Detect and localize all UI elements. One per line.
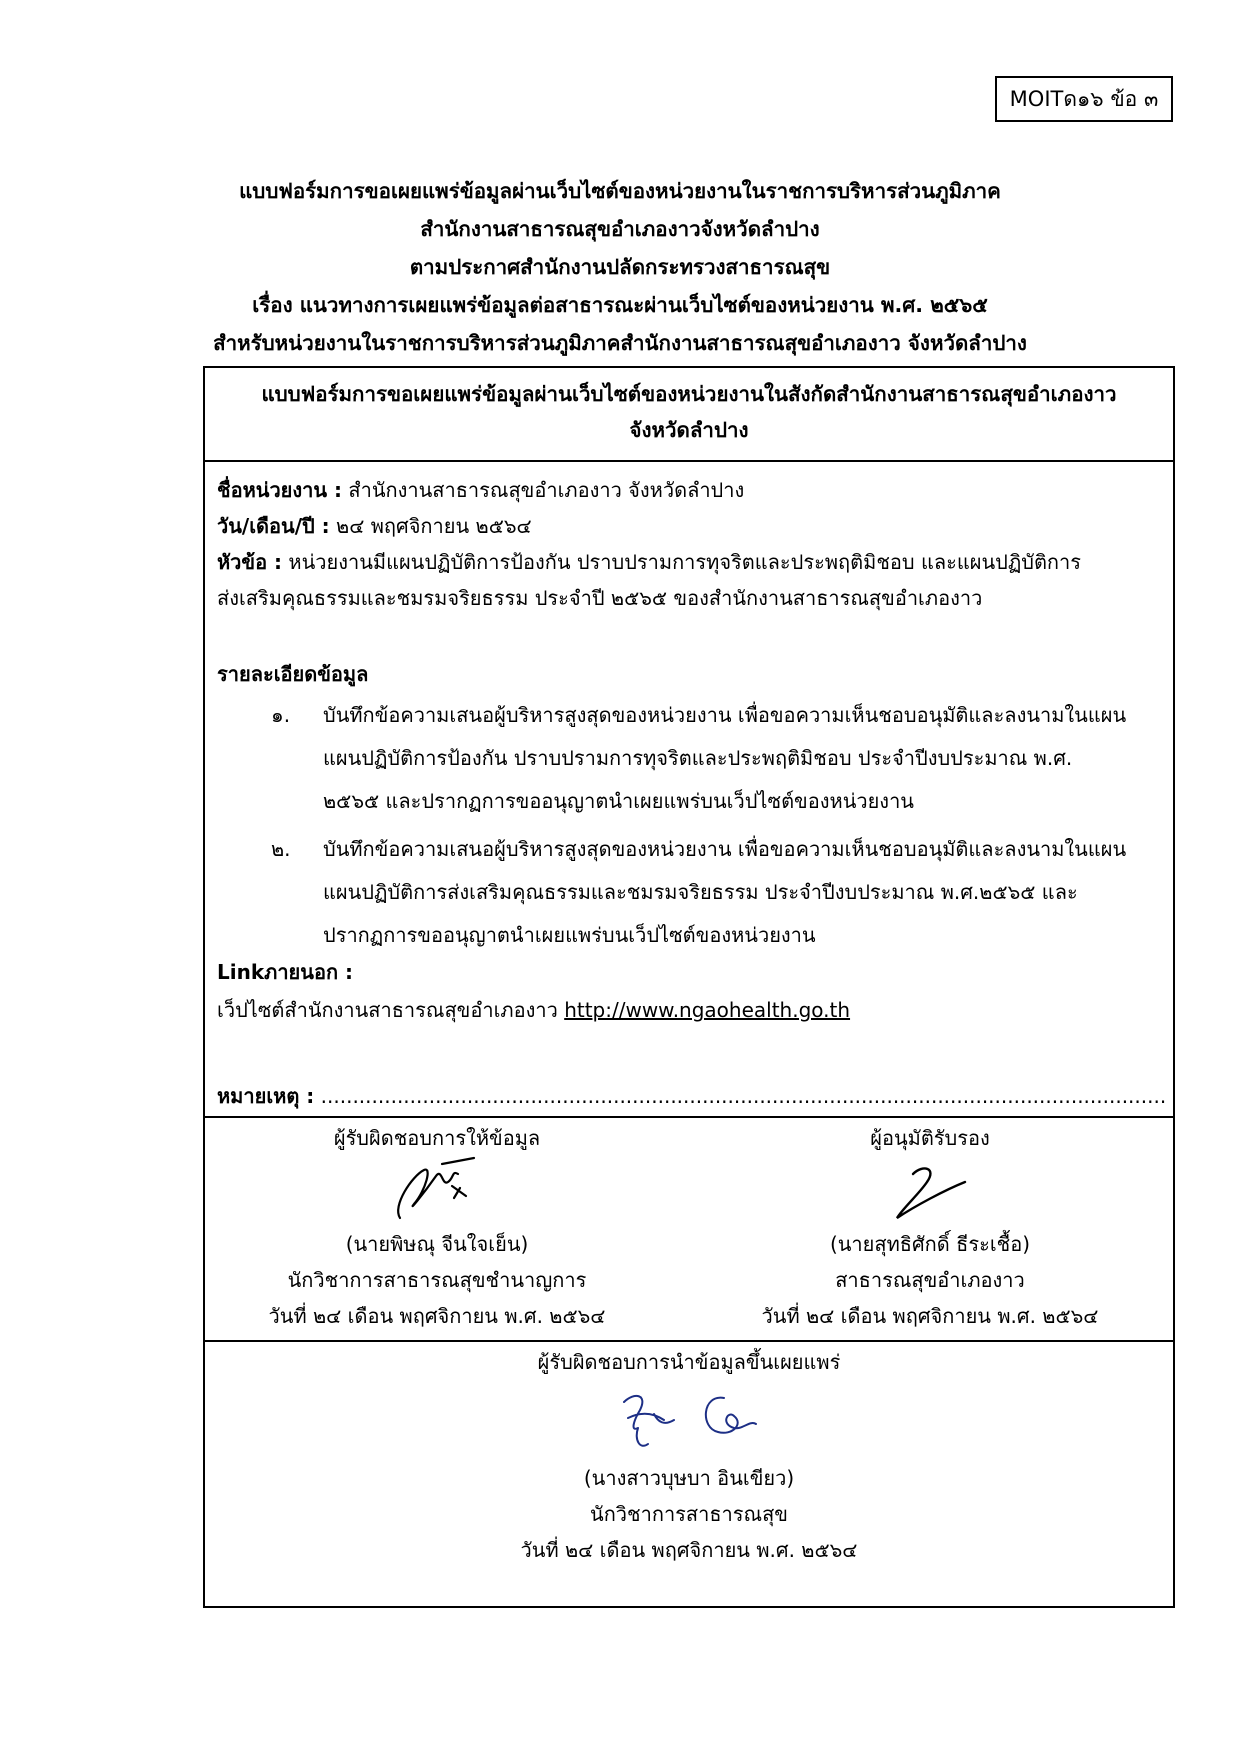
topic-row-continued	[217, 580, 1162, 616]
form-info	[217, 472, 1162, 616]
signature-block-approver	[710, 1118, 1150, 1334]
detail-item-line: บันทึกข้อความเสนอผู้บริหารสูงสุดของหน่วยงาน เพื่อขอความเห็นชอบอนุมัติและลงนามในแผน	[323, 837, 1127, 861]
signer-role: ผู้อนุมัติรับรอง	[870, 1126, 990, 1150]
remark-label: หมายเหตุ :	[217, 1084, 315, 1108]
topic-value-line-1: หน่วยงานมีแผนปฏิบัติการป้องกัน ปราบปรามการทุจริตและประพฤติมิชอบ และแผนปฏิบัติการ	[282, 550, 1082, 574]
header-line-3: ตามประกาศสำนักงานปลัดกระทรวงสาธารณสุข	[409, 255, 831, 279]
date-label: วัน/เดือน/ปี :	[217, 514, 330, 538]
detail-item-number: ๑.	[271, 703, 291, 727]
signer-position: นักวิชาการสาธารณสุขชำนาญการ	[287, 1268, 587, 1292]
publisher-name: (นางสาวบุษบา อินเขียว)	[583, 1466, 795, 1490]
remark-dots: .....................................................................................................................................	[314, 1084, 1167, 1108]
signature-mark-publisher	[604, 1380, 774, 1460]
signer-position: สาธารณสุขอำเภองาว	[835, 1268, 1025, 1292]
date-row	[217, 508, 1162, 544]
topic-row	[217, 544, 1162, 580]
header-line-5: สำหรับหน่วยงานในราชการบริหารส่วนภูมิภาคสำนักงานสาธารณสุขอำเภองาว จังหวัดลำปาง	[213, 331, 1027, 355]
unit-label: ชื่อหน่วยงาน :	[217, 478, 343, 502]
detail-item-line: บันทึกข้อความเสนอผู้บริหารสูงสุดของหน่วยงาน เพื่อขอความเห็นชอบอนุมัติและลงนามในแผน	[323, 703, 1127, 727]
detail-item-line: แผนปฏิบัติการป้องกัน ปราบปรามการทุจริตและประพฤติมิชอบ ประจำปีงบประมาณ พ.ศ.	[323, 746, 1073, 770]
document-code-box	[995, 76, 1173, 122]
detail-item	[271, 828, 1141, 957]
date-value: ๒๔ พฤศจิกายน ๒๕๖๔	[329, 514, 532, 538]
detail-item-text	[323, 828, 1141, 957]
document-code: MOITด๑๖ ข้อ ๓	[1009, 86, 1159, 111]
request-form-box	[203, 366, 1175, 1608]
form-title-line-2: จังหวัดลำปาง	[629, 418, 749, 442]
signer-name: (นายสุทธิศักดิ์ ธีระเชื้อ)	[829, 1232, 1031, 1256]
signature-mark-approver	[875, 1156, 985, 1226]
external-link[interactable]: http://www.ngaohealth.go.th	[564, 998, 851, 1022]
detail-item-line: แผนปฏิบัติการส่งเสริมคุณธรรมและชมรมจริยธรรม ประจำปีงบประมาณ พ.ศ.๒๕๖๕ และ	[323, 880, 1078, 904]
publisher-date: วันที่ ๒๔ เดือน พฤศจิกายน พ.ศ. ๒๕๖๔	[520, 1538, 858, 1562]
form-title	[205, 368, 1173, 462]
unit-row	[217, 472, 1162, 508]
detail-item	[271, 694, 1141, 823]
header-line-4: เรื่อง แนวทางการเผยแพร่ข้อมูลต่อสาธารณะผ่านเว็บไซต์ของหน่วยงาน พ.ศ. ๒๕๖๕	[252, 293, 988, 317]
header-line-2: สำนักงานสาธารณสุขอำเภองาวจังหวัดลำปาง	[420, 217, 820, 241]
publisher-role: ผู้รับผิดชอบการนำข้อมูลขึ้นเผยแพร่	[537, 1350, 841, 1374]
details-heading: รายละเอียดข้อมูล	[217, 662, 369, 686]
detail-item-line: ปรากฏการขออนุญาตนำเผยแพร่บนเว็ปไซต์ของหน่วยงาน	[323, 923, 816, 947]
detail-item-number: ๒.	[271, 837, 291, 861]
remark-row	[217, 1080, 1166, 1112]
unit-value: สำนักงานสาธารณสุขอำเภองาว จังหวัดลำปาง	[342, 478, 745, 502]
signer-date: วันที่ ๒๔ เดือน พฤศจิกายน พ.ศ. ๒๕๖๔	[761, 1304, 1099, 1328]
signer-date: วันที่ ๒๔ เดือน พฤศจิกายน พ.ศ. ๒๕๖๔	[268, 1304, 606, 1328]
signer-role: ผู้รับผิดชอบการให้ข้อมูล	[333, 1126, 541, 1150]
signature-block-provider	[217, 1118, 657, 1334]
publisher-section	[205, 1342, 1173, 1568]
signature-section	[205, 1116, 1173, 1342]
external-link-heading: Linkภายนอก :	[217, 960, 354, 984]
publisher-position: นักวิชาการสาธารณสุข	[590, 1502, 788, 1526]
form-title-line-1: แบบฟอร์มการขอเผยแพร่ข้อมูลผ่านเว็บไซต์ของหน่วยงานในสังกัดสำนักงานสาธารณสุขอำเภองาว	[261, 382, 1117, 406]
topic-value-line-2: ส่งเสริมคุณธรรมและชมรมจริยธรรม ประจำปี ๒๕๖๕ ของสำนักงานสาธารณสุขอำเภองาว	[217, 586, 983, 610]
external-link-prefix: เว็ปไซต์สำนักงานสาธารณสุขอำเภองาว	[217, 998, 565, 1022]
signer-name: (นายพิษณุ จีนใจเย็น)	[345, 1232, 529, 1256]
external-link-row	[217, 994, 850, 1026]
topic-label: หัวข้อ :	[217, 550, 283, 574]
detail-item-line: ๒๕๖๕ และปรากฏการขออนุญาตนำเผยแพร่บนเว็ปไซต์ของหน่วยงาน	[323, 789, 914, 813]
signature-mark-provider	[382, 1156, 492, 1226]
detail-item-text	[323, 694, 1141, 823]
header-line-1: แบบฟอร์มการขอเผยแพร่ข้อมูลผ่านเว็บไซต์ของหน่วยงานในราชการบริหารส่วนภูมิภาค	[239, 179, 1001, 203]
document-header	[0, 172, 1240, 362]
